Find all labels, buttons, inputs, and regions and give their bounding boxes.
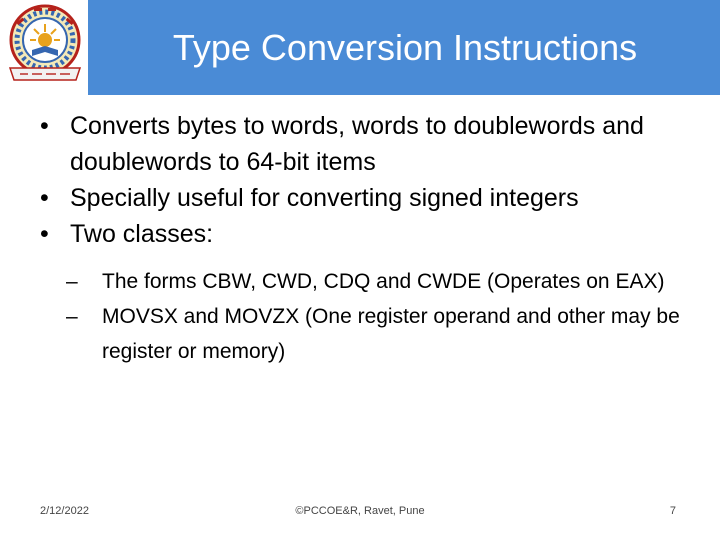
bullet-mark: •: [40, 220, 49, 248]
bullet-text: Two classes:: [70, 220, 214, 248]
bullet-mark: •: [40, 112, 49, 140]
bullet-item: [40, 108, 700, 180]
bullet-item: [40, 216, 700, 252]
sub-bullet-list: [40, 264, 700, 369]
bullet-text: Converts bytes to words, words to doublewords and doublewords to 64-bit items: [70, 112, 644, 176]
sub-bullet-mark: –: [66, 270, 78, 293]
bullet-text: Specially useful for converting signed integers: [70, 184, 579, 212]
slide-title: Type Conversion Instructions: [172, 27, 638, 68]
slide-body: [40, 108, 700, 369]
page-number: 7: [669, 505, 676, 517]
sub-bullet-text: MOVSX and MOVZX (One register operand and other may be register or memory): [102, 305, 680, 363]
footer-date: 2/12/2022: [40, 505, 89, 517]
footer-copyright: ©PCCOE&R, Ravet, Pune: [295, 505, 425, 517]
bullet-item: [40, 180, 700, 216]
logo: [0, 0, 88, 95]
sub-bullet-mark: –: [66, 305, 78, 328]
sub-bullet-text: The forms CBW, CWD, CDQ and CWDE (Operates on EAX): [102, 270, 665, 293]
bullet-mark: •: [40, 184, 49, 212]
sub-bullet-item: [40, 299, 700, 369]
college-emblem-icon: [4, 2, 86, 88]
title-bar: [0, 0, 720, 95]
sub-bullet-item: [40, 264, 700, 299]
